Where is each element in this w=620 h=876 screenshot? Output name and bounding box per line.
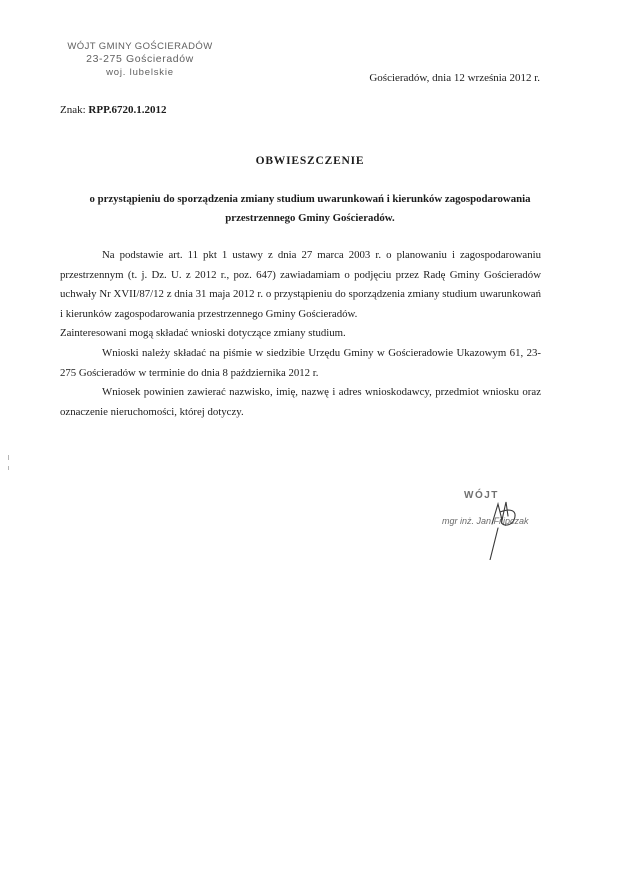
reference-value: RPP.6720.1.2012 xyxy=(88,104,167,116)
office-stamp xyxy=(60,40,220,79)
reference-label: Znak: xyxy=(60,104,86,116)
signature-stamp-word: WÓJT xyxy=(464,490,499,501)
handwritten-signature-icon xyxy=(440,490,575,560)
paragraph-legal-basis: Na podstawie art. 11 pkt 1 ustawy z dnia 27 marca 2003 r. o planowaniu i zagospodarowaniu przestrzennym (t. j. Dz. U. z 2012 r., poz. 647) zawiadamiam o podjęciu przez Radę Gminy Gościeradów uchwały Nr XVII/87/12 z dnia 31 maja 2012 r. o przystąpieniu do sporządzenia zmiany studium uwarunkowań i kierunków zagospodarowania przestrzennego Gminy Gościeradów. xyxy=(60,249,541,320)
scan-artifact xyxy=(8,466,9,470)
stamp-line-address: 23-275 Gościeradów xyxy=(86,53,194,65)
document-body xyxy=(60,246,541,422)
stamp-line-region: woj. lubelskie xyxy=(106,67,174,78)
signature-block xyxy=(440,490,575,560)
document-subtitle: o przystąpieniu do sporządzenia zmiany studium uwarunkowań i kierunków zagospodarowania przestrzennego Gminy Gościeradów. xyxy=(89,193,531,224)
paragraph-interested: Zainteresowani mogą składać wnioski dotyczące zmiany studium. xyxy=(60,327,346,340)
document-date: Gościeradów, dnia 12 września 2012 r. xyxy=(369,72,540,84)
paragraph-requirements: Wniosek powinien zawierać nazwisko, imię, nazwę i adres wnioskodawcy, przedmiot wniosku oraz oznaczenie nieruchomości, której dotyczy. xyxy=(60,386,541,418)
scan-artifact xyxy=(8,455,9,460)
reference-number xyxy=(60,104,167,116)
stamp-line-office: WÓJT GMINY GOŚCIERADÓW xyxy=(67,41,213,52)
paragraph-submission: Wnioski należy składać na piśmie w siedzibie Urzędu Gminy w Gościeradowie Ukazowym 61, 23-275 Gościeradów w terminie do dnia 8 października 2012 r. xyxy=(60,346,541,379)
signatory-name: mgr inż. Jan Filipczak xyxy=(442,516,529,526)
document-title: OBWIESZCZENIE xyxy=(255,155,365,167)
